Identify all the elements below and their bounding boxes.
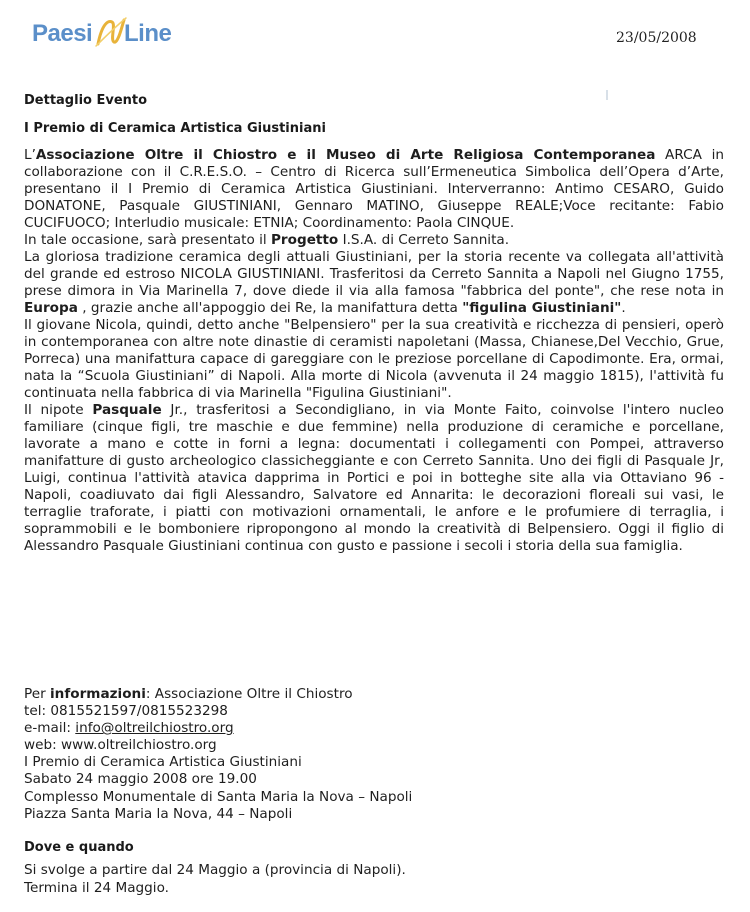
text: La gloriosa tradizione ceramica degli attuali Giustiniani, per la storia recente va collegata all'attività del grande ed estroso NICOLA GIUSTINIANI. Trasferitosi da Cerreto Sannita a Napoli nel Giugno 1755, prese dimora in Via Marinella 7, dove diede il via alla famosa "fabbrica del ponte", che rese nota in — [24, 249, 724, 299]
paesionline-logo — [32, 14, 202, 52]
datetime-line: Sabato 24 maggio 2008 ore 19.00 — [24, 771, 257, 788]
text: , grazie anche all'appoggio dei Re, la manifattura detta — [77, 300, 463, 316]
text: ARCA in collaborazione con il C.R.E.S.O. – Centro di Ricerca sull’Ermeneutica Simbolica dell’Opera d’Arte, presentano il I Premio di Ceramica Artistica Giustiniani. Interverranno: Antimo CESARO, Guido DONATONE, Pasquale GIUSTINIANI, Gennaro MATINO, Giuseppe REALE;Voce recitante: Fabio CUCIFUOCO; Interludio musicale: ETNIA; Coordinamento: Paola CINQUE. — [24, 147, 724, 231]
info-label: informazioni — [50, 686, 146, 702]
where-title: Dove e quando — [24, 840, 134, 855]
email-label: e-mail: — [24, 720, 76, 737]
email-link[interactable]: info@oltreilchiostro.org — [75, 720, 234, 737]
contact-info — [24, 686, 724, 823]
logo-swirl-icon — [92, 14, 128, 52]
text: I.S.A. di Cerreto Sannita. — [338, 232, 510, 248]
publication-date: 23/05/2008 — [616, 30, 697, 46]
text: Il nipote — [24, 402, 93, 418]
event-name-line: I Premio di Ceramica Artistica Giustiniani — [24, 754, 302, 771]
address-line: Piazza Santa Maria la Nova, 44 – Napoli — [24, 805, 293, 822]
where-line-start: Si svolge a partire dal 24 Maggio a (provincia di Napoli). — [24, 862, 406, 878]
paragraph-pasquale — [24, 402, 724, 555]
organizers: Associazione Oltre il Chiostro e il Museo di Arte Religiosa Contemporanea — [35, 147, 656, 163]
text: In tale occasione, sarà presentato il — [24, 232, 271, 248]
pasquale-label: Pasquale — [92, 402, 162, 418]
text: Per — [24, 686, 50, 702]
text: . — [621, 300, 626, 316]
europe-label: Europa — [24, 300, 78, 316]
text: : Associazione Oltre il Chiostro — [145, 686, 353, 702]
text: Jr., trasferitosi a Secondigliano, in via Monte Faito, coinvolse l'intero nucleo familiare (cinque figli, tre maschie e due femmine) nella produzione di ceramiche e porcellane, lavorate a mano e cotte in forni a legna: documentati i collegamenti con Pompei, attraverso manifatture di gusto archeologico classicheggiante e con Cerreto Sannita. Uno dei figli di Pasquale Jr, Luigi, continua l'attività atavica dapprima in Portici e poi in botteghe site alla via Ottaviano 96 - Napoli, coadiuvato dai figli Alessandro, Salvatore ed Annarita: le decorazioni floreali sui vasi, le terraglie traforate, i piatti con motivazioni ornamentali, le anfore e le profumiere di terraglia, i soprammobili e le bomboniere ripropongono al mondo la creatività di Belpensiero. Oggi il figlio di Alessandro Pasquale Giustiniani continua con gusto e passione i secoli i storia della sua famiglia. — [24, 402, 724, 554]
paragraph-project — [24, 232, 724, 249]
event-title: I Premio di Ceramica Artistica Giustiniani — [24, 121, 326, 136]
event-description — [24, 147, 724, 555]
paragraph-nicola: Il giovane Nicola, quindi, detto anche "Belpensiero" per la sua creatività e ricchezza di pensieri, operò in contemporanea con altre note dinastie di ceramisti napoletani (Massa, Chianese,Del Vecchio, Grue, Porreca) una manifattura capace di gareggiare con le preziose porcellane di Capodimonte. Era, ormai, nata la “Scuola Giustiniani” di Napoli. Alla morte di Nicola (avvenuta il 24 maggio 1815), l'attività fu continuata nella fabbrica di via Marinella "Figulina Giustiniani". — [24, 317, 724, 401]
logo-text-right: Line — [124, 20, 172, 47]
logo-text-left: Paesi — [32, 20, 93, 47]
where-line-end: Termina il 24 Maggio. — [24, 879, 169, 896]
project-label: Progetto — [270, 232, 339, 248]
text: L’ — [24, 147, 36, 163]
info-line — [24, 686, 724, 703]
email-line — [24, 720, 724, 737]
venue-line: Complesso Monumentale di Santa Maria la Nova – Napoli — [24, 788, 413, 805]
tel-line: tel: 0815521597/0815523298 — [24, 703, 228, 720]
where-info — [24, 862, 406, 897]
section-title: Dettaglio Evento — [24, 93, 148, 108]
paragraph-intro — [24, 147, 724, 232]
paragraph-history — [24, 249, 724, 317]
web-line: web: www.oltreilchiostro.org — [24, 737, 217, 754]
figulina-label: "figulina Giustiniani" — [462, 300, 622, 316]
scan-mark — [606, 90, 608, 100]
